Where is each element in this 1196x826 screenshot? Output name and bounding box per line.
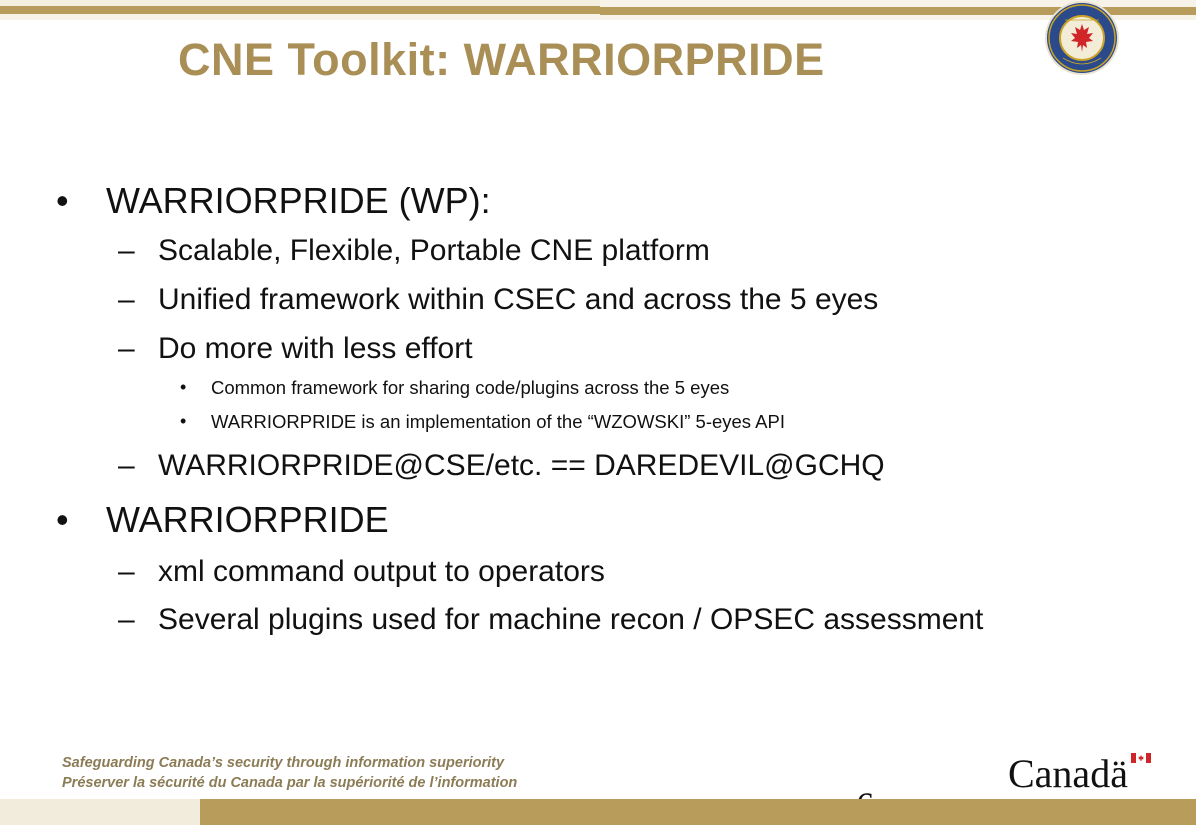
dash-marker: – [118,555,135,588]
bullet-item: WARRIORPRIDE [106,499,389,540]
bullet-marker: • [56,499,69,540]
bottom-band-right [200,799,1196,825]
sub-bullet-item: Do more with less effort [158,332,473,365]
sub-bullet-item: Several plugins used for machine recon / OPSEC assessment [158,603,984,636]
bullet-marker: • [180,377,187,397]
dash-marker: – [118,283,135,316]
bottom-decorative-band [0,799,1196,825]
sub-bullet-item: Scalable, Flexible, Portable CNE platform [158,234,710,267]
canada-wordmark: Canadä [1008,751,1128,796]
sub-bullet-item: Unified framework within CSEC and across the 5 eyes [158,283,879,316]
dash-marker: – [118,449,135,482]
bullet-marker: • [180,411,187,431]
sub-bullet-item: xml command output to operators [158,555,605,588]
dash-marker: – [118,234,135,267]
footer-tagline-en: Safeguarding Canada’s security through information superiority [62,755,505,771]
slide-title: CNE Toolkit: WARRIORPRIDE [178,34,825,85]
sub-sub-bullet-item: Common framework for sharing code/plugins across the 5 eyes [211,377,730,398]
bullet-marker: • [56,180,69,221]
footer-tagline-fr: Préserver la sécurité du Canada par la supériorité de l’information [62,775,518,791]
canada-flag-icon [1131,753,1151,763]
dash-marker: – [118,603,135,636]
dash-marker: – [118,332,135,365]
bullet-item: WARRIORPRIDE (WP): [106,180,491,221]
bottom-band-left [0,799,200,825]
sub-sub-bullet-item: WARRIORPRIDE is an implementation of the “WZOWSKI” 5-eyes API [211,411,785,432]
sub-bullet-item: WARRIORPRIDE@CSE/etc. == DAREDEVIL@GCHQ [158,449,885,482]
